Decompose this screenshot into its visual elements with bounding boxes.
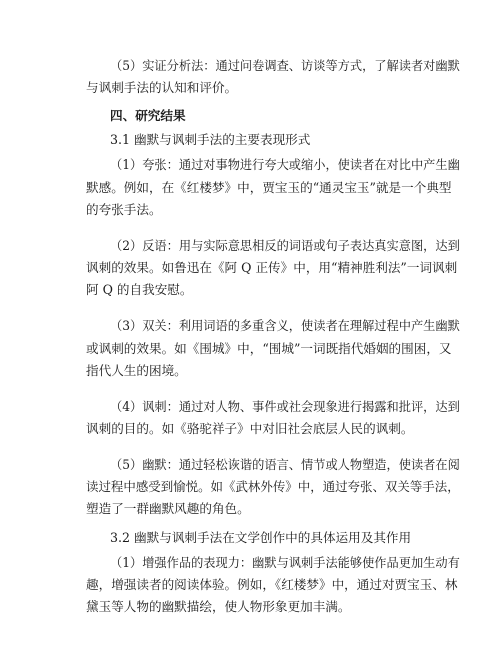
text-line: 的夸张手法。	[86, 202, 162, 217]
text-line: 读过程中感受到愉悦。如《武林外传》中，通过夸张、双关等手法，	[86, 479, 460, 494]
section-heading: 四、研究结果	[110, 108, 186, 123]
text-line: 趣，增强读者的阅读体验。例如，《红楼梦》中，通过对贾宝玉、林	[86, 577, 458, 592]
text-line: 或讽刺的效果。如《围城》中，“围城”一词既指代婚姻的围困，又	[86, 341, 452, 356]
text-line: （1）增强作品的表现力：幽默与讽刺手法能够使作品更加生动有	[110, 555, 460, 570]
text-line: 黛玉等人物的幽默描绘，使人物形象更加丰满。	[86, 599, 351, 614]
subsection-heading: 3.1 幽默与讽刺手法的主要表现形式	[110, 132, 311, 147]
text-line: 与讽刺手法的认知和评价。	[86, 80, 238, 95]
text-line: （5）实证分析法：通过问卷调查、访谈等方式，了解读者对幽默	[110, 58, 460, 73]
text-line: （3）双关：利用词语的多重含义，使读者在理解过程中产生幽默	[110, 318, 460, 333]
text-line: 讽刺的效果。如鲁迅在《阿 Q 正传》中，用“精神胜利法”一词讽刺	[86, 260, 458, 275]
text-line: （1）夸张：通过对事物进行夸大或缩小，使读者在对比中产生幽	[110, 157, 460, 172]
text-line: 塑造了一群幽默风趣的角色。	[86, 501, 250, 516]
text-line: 阿 Q 的自我安慰。	[86, 282, 193, 297]
text-line: 默感。例如，在《红楼梦》中，贾宝玉的“通灵宝玉”就是一个典型	[86, 180, 452, 195]
text-line: （2）反语：用与实际意思相反的词语或句子表达真实意图，达到	[110, 238, 460, 253]
text-line: （4）讽刺：通过对人物、事件或社会现象进行揭露和批评，达到	[110, 399, 460, 414]
text-line: （5）幽默：通过轻松诙谐的语言、情节或人物塑造，使读者在阅	[110, 457, 460, 472]
text-line: 指代人生的困境。	[86, 363, 187, 378]
subsection-heading: 3.2 幽默与讽刺手法在文学创作中的具体运用及其作用	[110, 530, 412, 545]
text-line: 讽刺的目的。如《骆驼祥子》中对旧社会底层人民的讽刺。	[86, 421, 414, 436]
